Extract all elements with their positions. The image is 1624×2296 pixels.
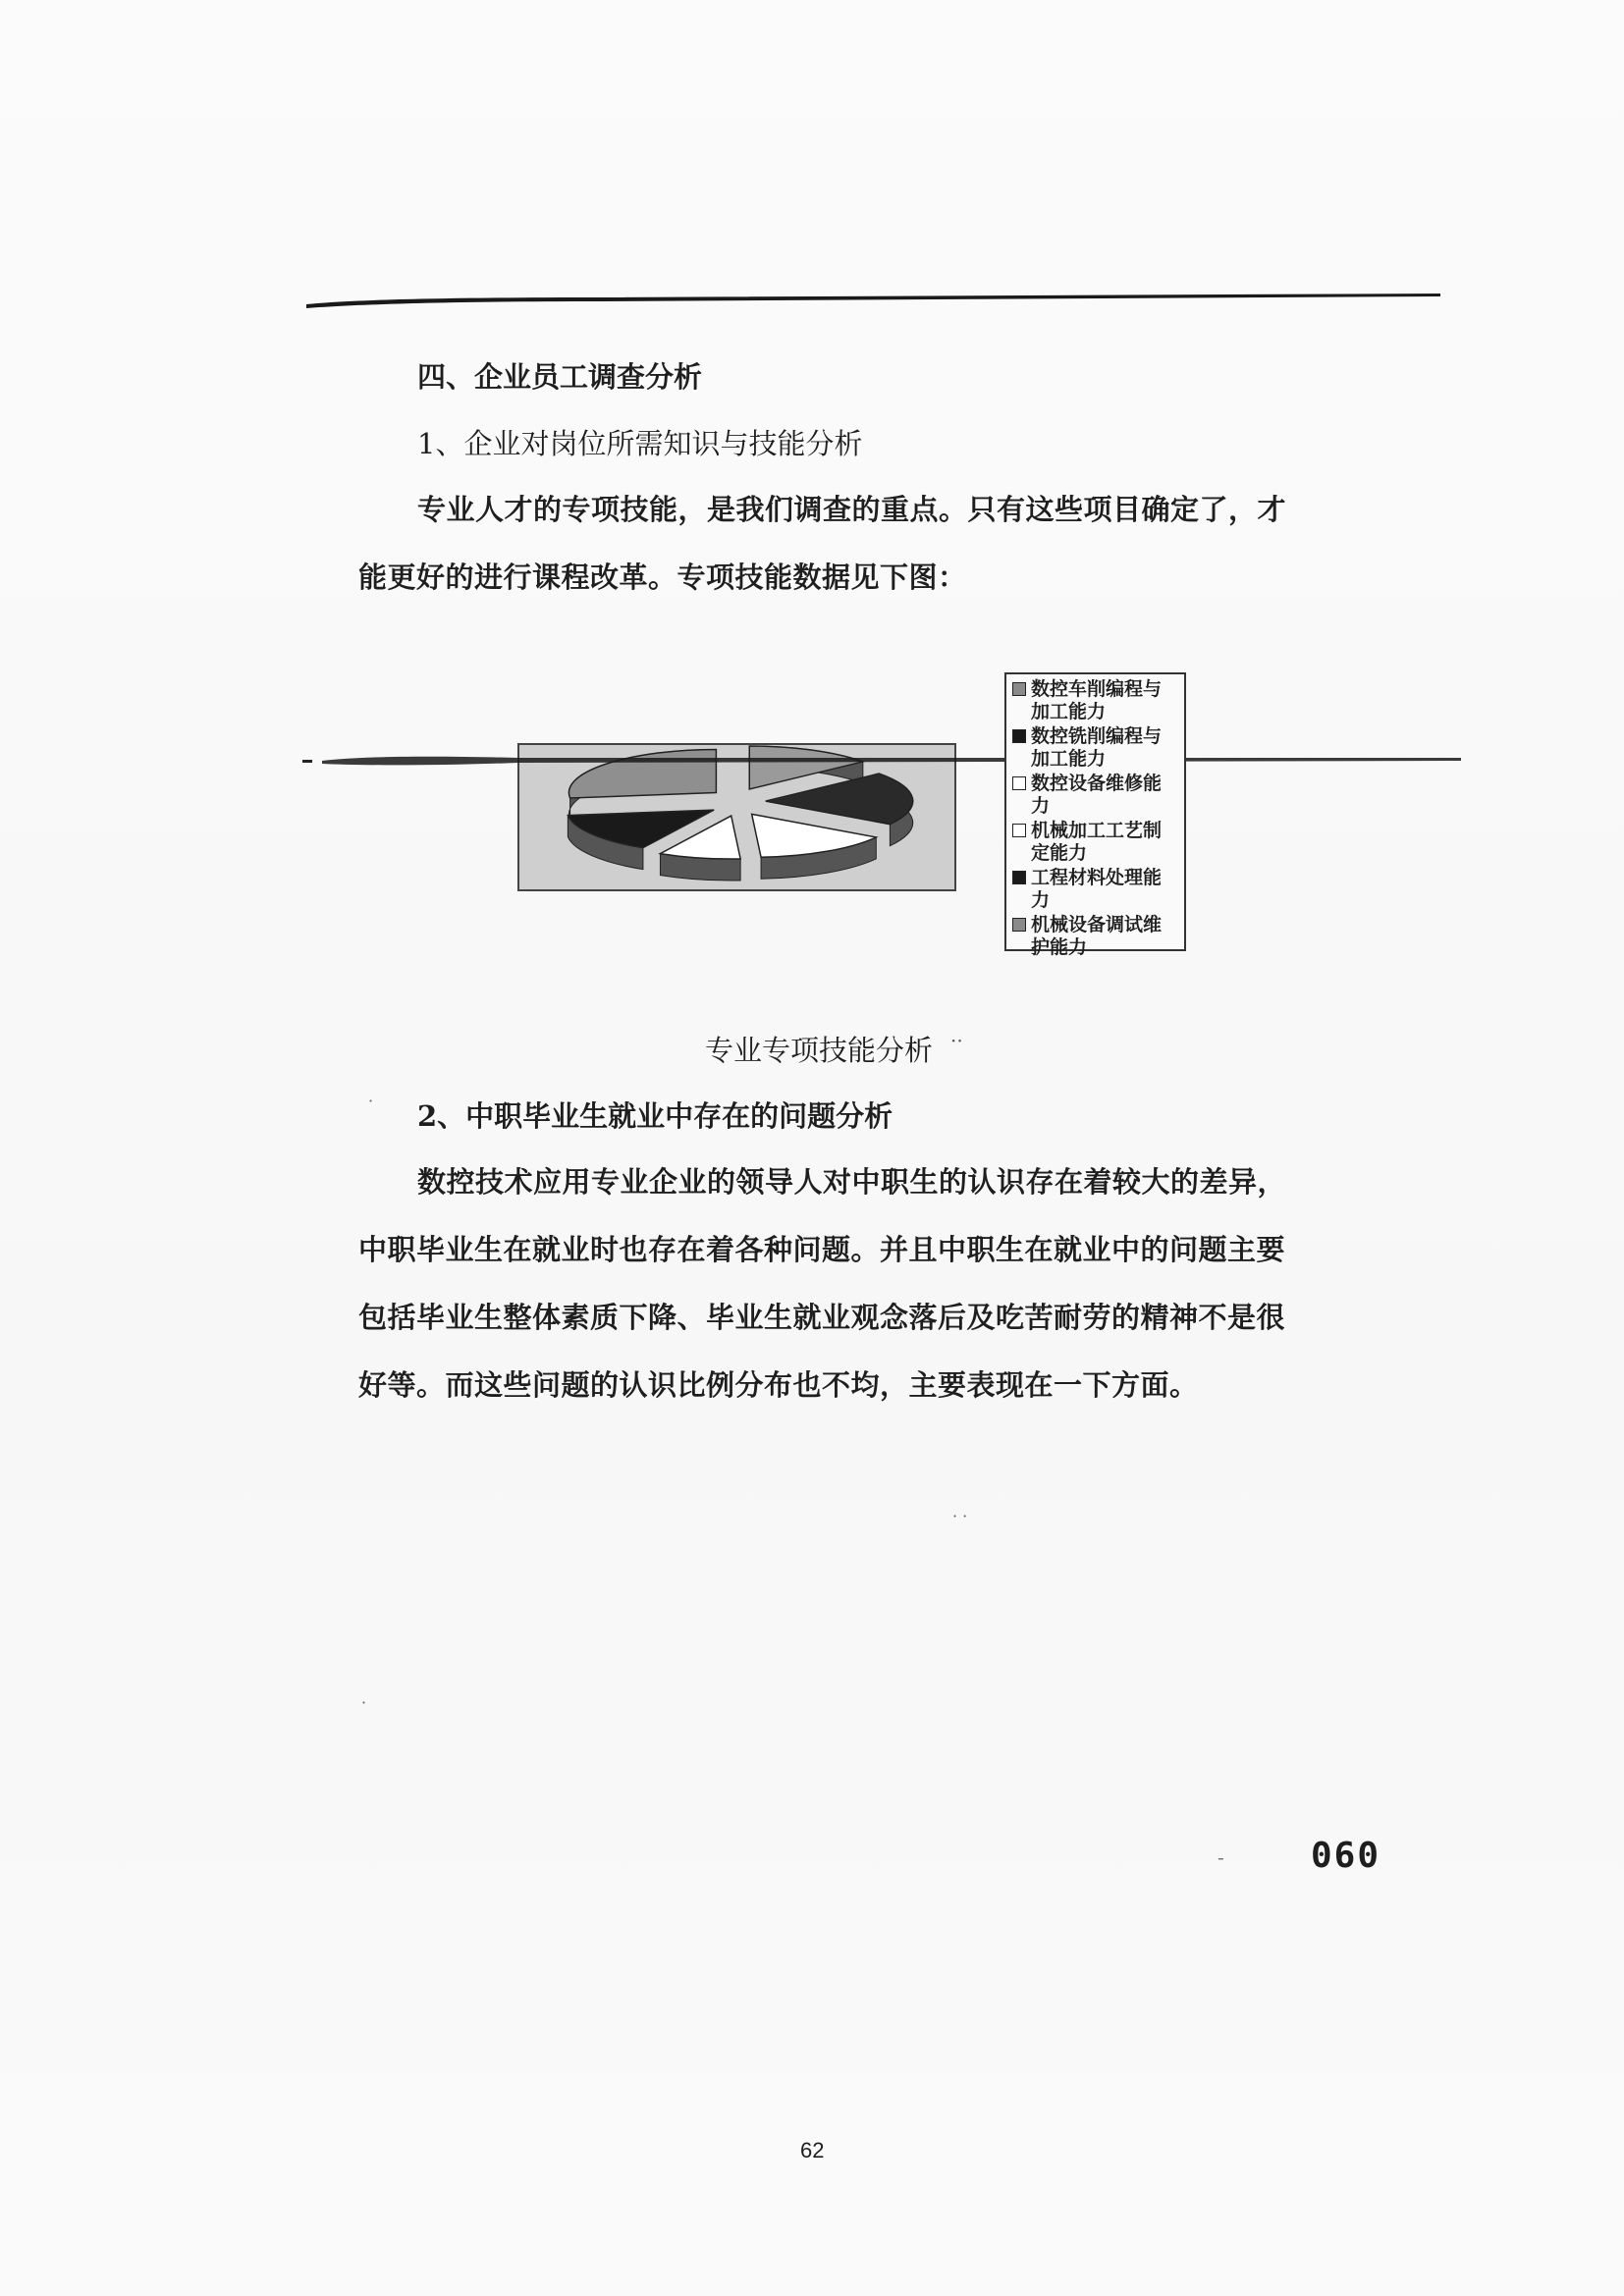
legend-label: 数控设备维修能力 [1031, 773, 1163, 817]
pie-slice [766, 774, 913, 825]
section-heading: 四、企业员工调查分析 [417, 360, 703, 394]
chart-legend [1004, 672, 1186, 958]
scan-speck: - [1218, 1845, 1224, 1869]
stamp-number: 060 [1311, 1836, 1381, 1876]
legend-item [1012, 867, 1178, 912]
legend-swatch [1012, 871, 1026, 884]
legend-item [1012, 820, 1178, 865]
paragraph-skills: 专业人才的专项技能，是我们调查的重点。只有这些项目确定了，才能更好的进行课程改革。专项技能数据见下图： [358, 493, 1287, 594]
middle-rule [302, 751, 1461, 771]
subheading-problems: 2、中职毕业生就业中存在的问题分析 [417, 1099, 893, 1133]
legend-item [1012, 914, 1178, 959]
legend-swatch [1012, 776, 1026, 790]
legend-item [1012, 773, 1178, 818]
page-number: 62 [800, 2138, 825, 2163]
legend-label: 机械加工工艺制定能力 [1031, 820, 1163, 864]
legend-label: 数控车削编程与加工能力 [1031, 678, 1163, 722]
legend-label: 机械设备调试维护能力 [1031, 914, 1163, 958]
scan-speck: · [361, 1693, 367, 1712]
legend-label: 数控铣削编程与加工能力 [1031, 725, 1163, 770]
paragraph-problems: 数控技术应用专业企业的领导人对中职生的认识存在着较大的差异，中职毕业生在就业时也存在着各种问题。并且中职生在就业中的问题主要包括毕业生整体素质下降、毕业生就业观念落后及吃苦耐劳的精神不是很好等。而这些问题的认识比例分布也不均，主要表现在一下方面。 [358, 1165, 1287, 1402]
figure-caption: 专业专项技能分析 [705, 1034, 934, 1067]
legend-swatch [1012, 824, 1026, 837]
subheading-skills: 1、企业对岗位所需知识与技能分析 [417, 427, 863, 460]
caption-mark: ·· [950, 1029, 963, 1052]
scan-speck: · [368, 1092, 374, 1110]
legend-label: 工程材料处理能力 [1031, 867, 1163, 911]
legend-swatch [1012, 918, 1026, 932]
legend-item [1012, 678, 1178, 723]
legend-swatch [1012, 729, 1026, 743]
legend-item [1012, 725, 1178, 771]
top-rule [306, 289, 1440, 310]
scan-speck: · · [952, 1507, 968, 1525]
legend-swatch [1012, 682, 1026, 696]
